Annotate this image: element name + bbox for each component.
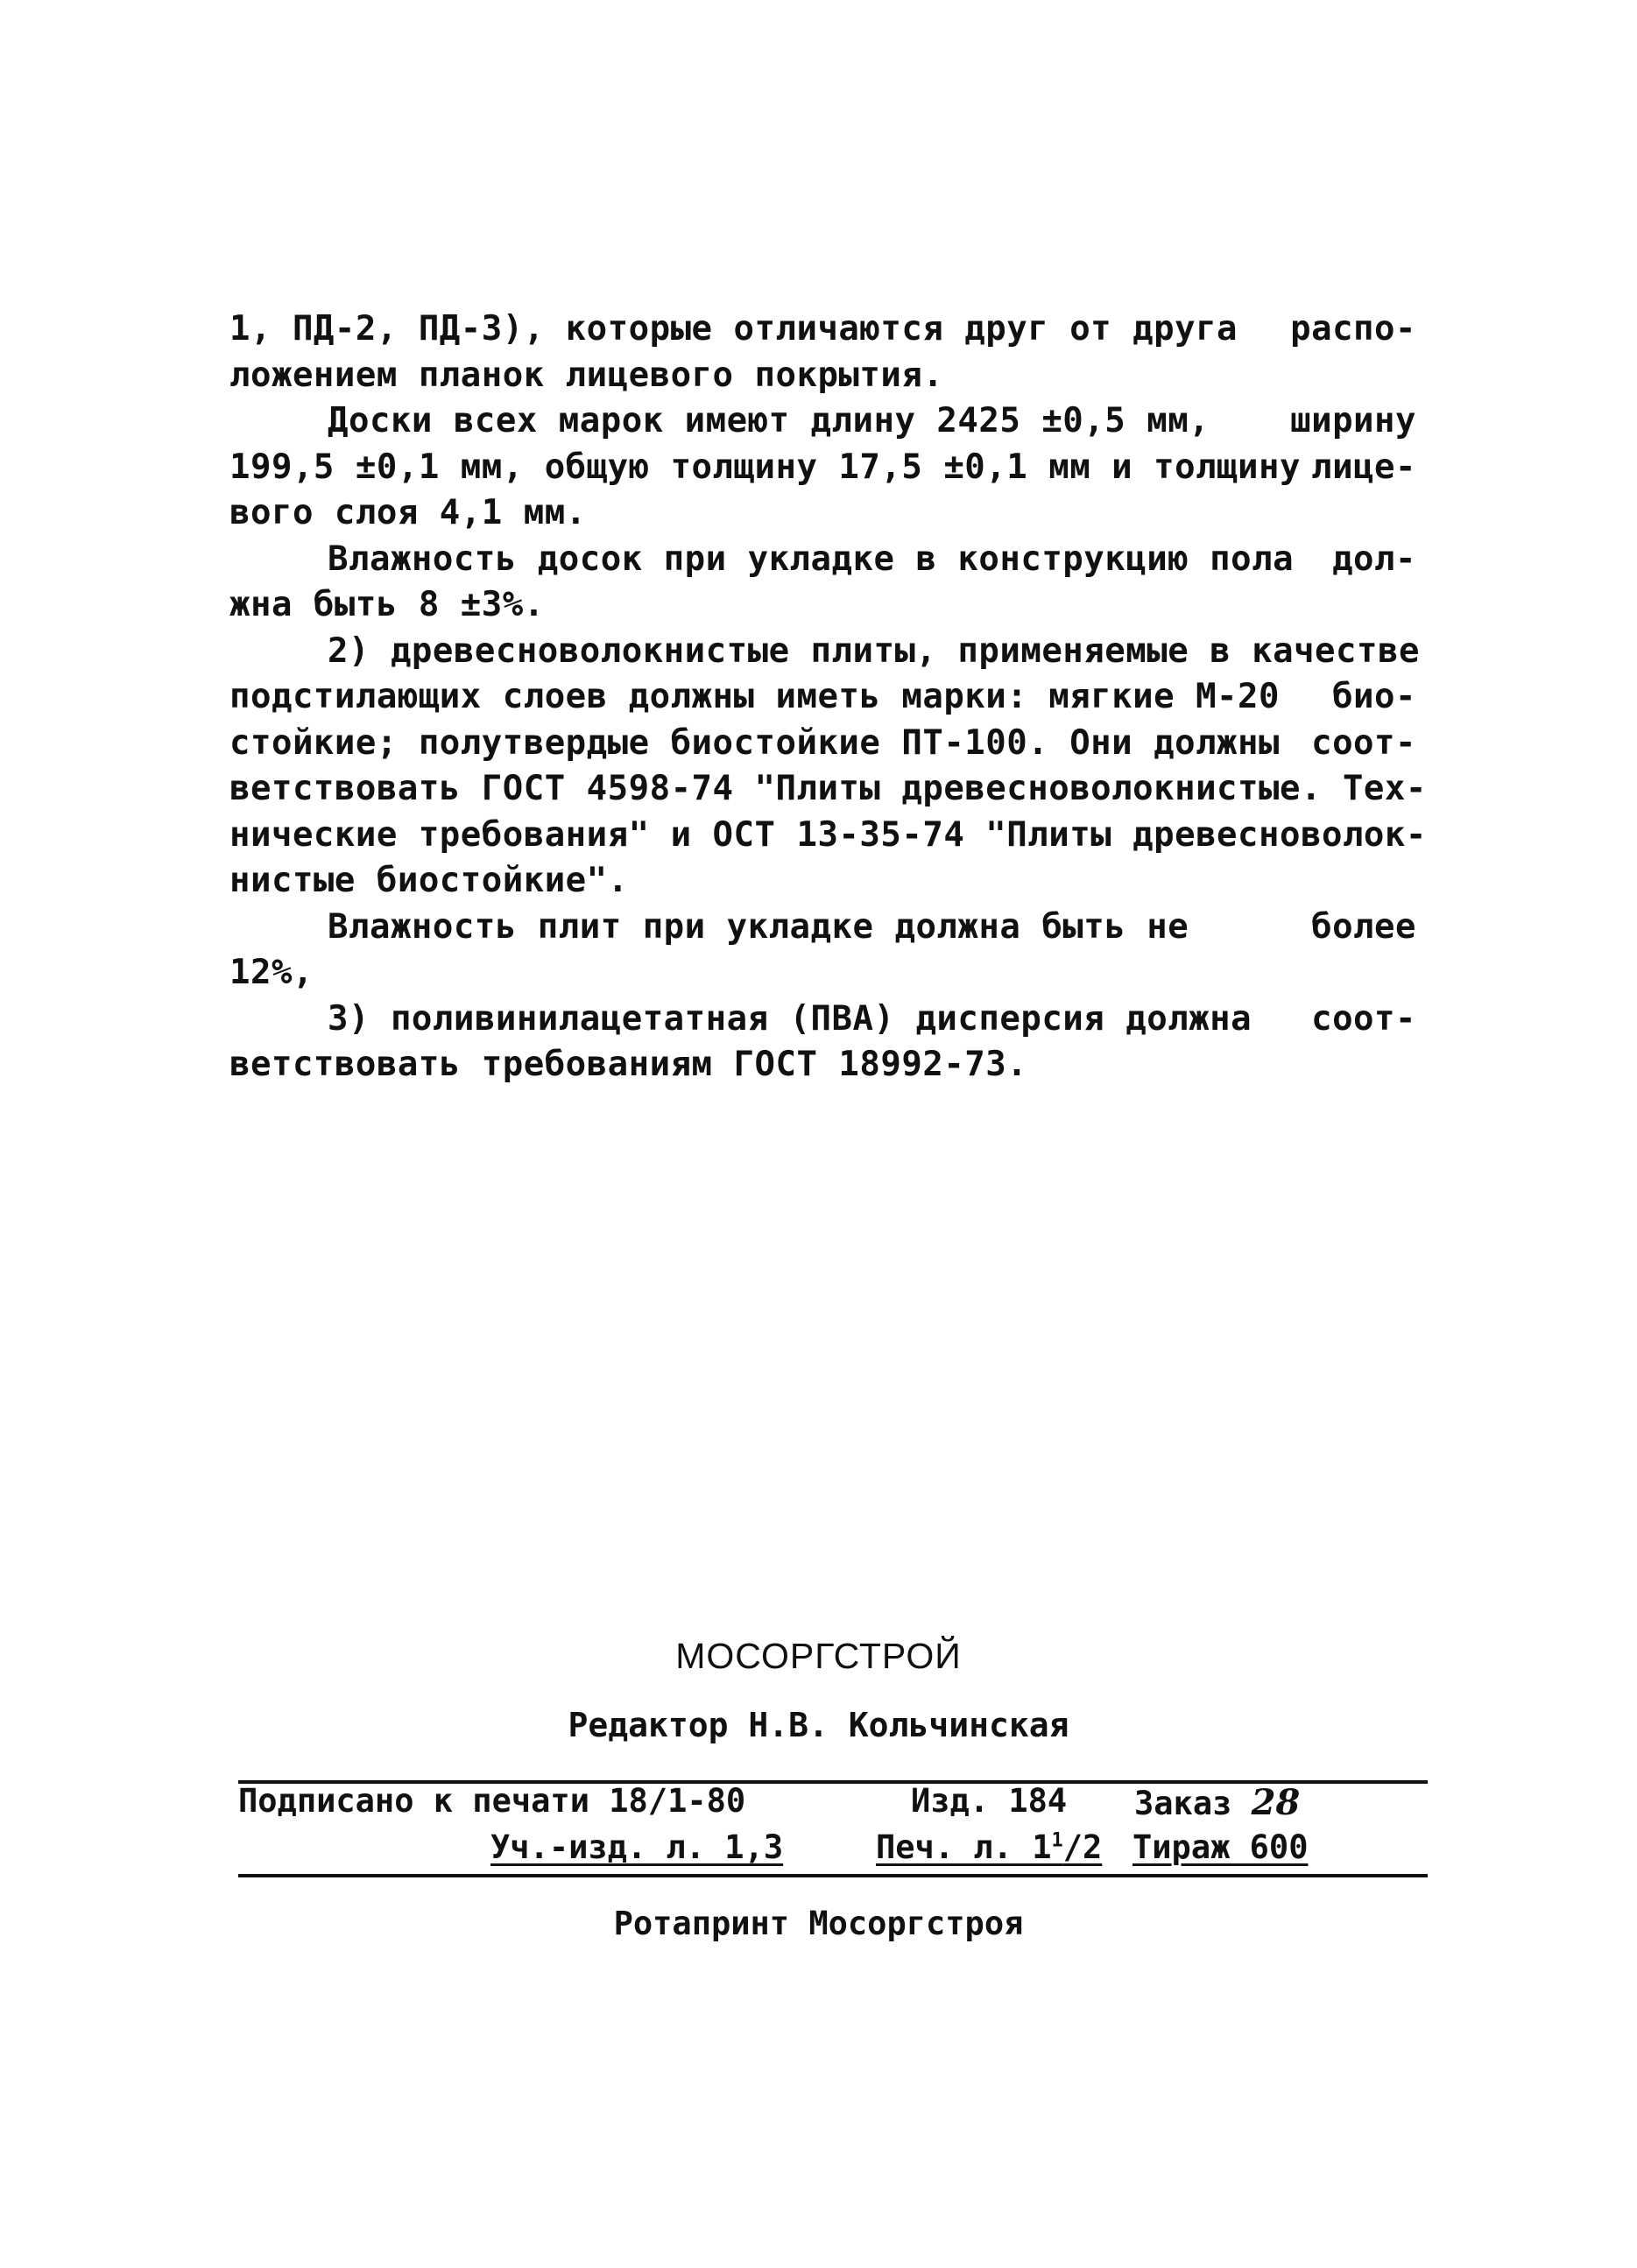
order-label: Заказ: [1134, 1785, 1232, 1822]
printed-sheets-sup: 1: [1051, 1829, 1063, 1852]
text-line: 3) поливинилацетатная (ПВА) дисперсия должна соот-: [328, 998, 1416, 1039]
printer-name: Ротапринт Мосоргстроя: [613, 1905, 1024, 1942]
text-line: ветствовать требованиям ГОСТ 18992-73.: [229, 1045, 1028, 1084]
printed-sheets: [876, 1828, 1102, 1866]
printed-sheets-frac: /2: [1062, 1828, 1103, 1866]
order-number: [1134, 1782, 1300, 1823]
text-line: Влажность досок при укладке в конструкцию пола дол-: [328, 539, 1416, 579]
text-line: ветствовать ГОСТ 4598-74 "Плиты древесноволокнистые. Тех-: [229, 769, 1427, 808]
signed-for-print: Подписано к печати 18/1-80: [238, 1782, 746, 1820]
print-run: Тираж 600: [1132, 1828, 1309, 1866]
text-line: ложением планок лицевого покрытия.: [229, 355, 944, 395]
text-line: подстилающих слоев должны иметь марки: мягкие М-20 био-: [229, 677, 1416, 716]
text-line: 2) древесноволокнистые плиты, применяемые в качестве: [328, 630, 1420, 671]
publisher-sheets: Уч.-изд. л. 1,3: [490, 1828, 784, 1866]
text-line: 12%,: [229, 953, 314, 992]
text-line: стойкие; полутвердые биостойкие ПТ-100. Они должны соот-: [229, 722, 1416, 763]
text-line: Доски всех марок имеют длину 2425 ±0,5 мм, ширину: [328, 401, 1416, 440]
editor-line: Редактор Н.В. Кольчинская: [568, 1706, 1069, 1744]
text-line: Влажность плит при укладке должна быть не более: [328, 906, 1416, 947]
text-line: нистые биостойкие".: [229, 861, 629, 900]
publication-number: Изд. 184: [911, 1782, 1068, 1820]
printed-sheets-label: Печ. л. 1: [876, 1828, 1052, 1866]
text-line: 199,5 ±0,1 мм, общую толщину 17,5 ±0,1 мм и толщину лице-: [229, 447, 1416, 487]
text-line: 1, ПД-2, ПД-3), которые отличаются друг от друга распо-: [229, 309, 1416, 349]
body-text: [229, 306, 1427, 1088]
text-line: вого слоя 4,1 мм.: [229, 493, 587, 532]
imprint-bottom-rule: [238, 1874, 1428, 1877]
order-value: 28: [1251, 1782, 1301, 1823]
text-line: нические требования" и ОСТ 13-35-74 "Плиты древесноволок-: [229, 814, 1427, 855]
organization-name: МОСОРГСТРОЙ: [675, 1636, 962, 1676]
text-line: жна быть 8 ±3%.: [229, 585, 545, 624]
